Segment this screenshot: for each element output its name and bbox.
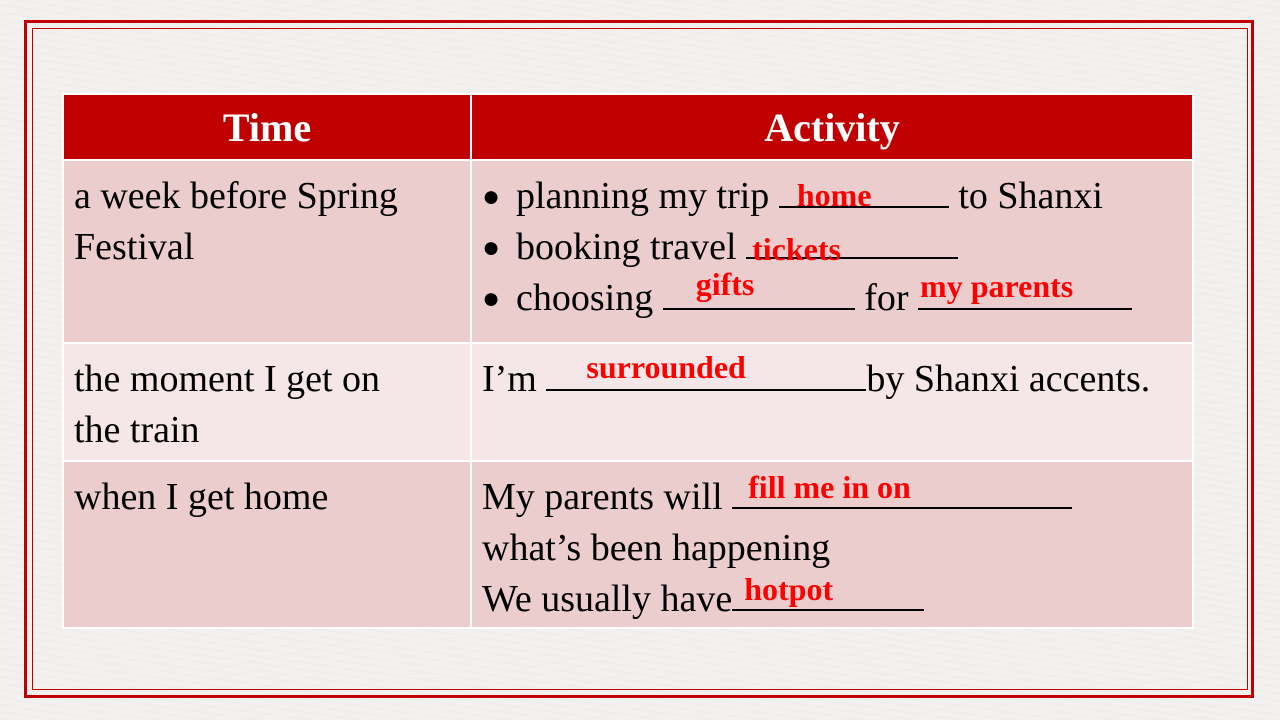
header-activity: Activity (471, 94, 1193, 160)
time-activity-table (62, 93, 1194, 629)
answer-blank (663, 266, 855, 310)
answer-blank (546, 349, 866, 391)
bullet-icon: ● (482, 180, 501, 213)
activity-text: booking travel (516, 226, 747, 268)
activity-line-surrounded (482, 349, 1182, 405)
activity-text: planning my trip (516, 175, 779, 217)
activity-text: to Shanxi (948, 175, 1103, 217)
header-time: Time (63, 94, 471, 160)
answer-text: home (796, 177, 872, 213)
activity-text: I’m (482, 358, 547, 400)
answer-text: hotpot (744, 571, 834, 607)
time-cell (63, 461, 471, 628)
time-cell (63, 343, 471, 461)
table-row (63, 461, 1193, 628)
activity-text: by Shanxi accents. (866, 358, 1151, 400)
header-row (63, 94, 1193, 160)
activity-cell (471, 160, 1193, 343)
answer-text: gifts (695, 266, 755, 302)
activity-cell (471, 343, 1193, 461)
time-text-line: the train (74, 409, 200, 451)
time-cell (63, 160, 471, 343)
answer-blank (746, 231, 958, 267)
table-row (63, 343, 1193, 461)
time-text-line: when I get home (74, 476, 329, 518)
answer-blank (732, 469, 1072, 509)
activity-line-planning (482, 171, 1182, 222)
activity-line-happening: what’s been happening (482, 527, 831, 569)
answer-blank (732, 571, 924, 611)
bullet-icon: ● (482, 231, 501, 264)
time-text-line: a week before Spring (74, 175, 398, 217)
answer-blank (779, 177, 949, 213)
answer-blank (918, 268, 1132, 310)
table-row (63, 160, 1193, 343)
activity-text: choosing (516, 277, 663, 319)
activity-line-booking (482, 222, 1182, 273)
activity-text: My parents will (482, 476, 733, 518)
answer-text: my parents (920, 268, 1074, 304)
answer-text: surrounded (586, 349, 746, 385)
activity-line-hotpot (482, 571, 1182, 625)
activity-text: We usually have (482, 578, 733, 620)
answer-text: tickets (752, 231, 841, 267)
answer-text: fill me in on (748, 469, 911, 505)
activity-text: for (854, 277, 919, 319)
activity-line-parents (482, 469, 1182, 523)
time-text-line: the moment I get on (74, 358, 381, 400)
bullet-icon: ● (482, 282, 501, 315)
activity-cell (471, 461, 1193, 628)
time-text-line: Festival (74, 226, 195, 268)
activity-line-choosing (482, 266, 1182, 324)
